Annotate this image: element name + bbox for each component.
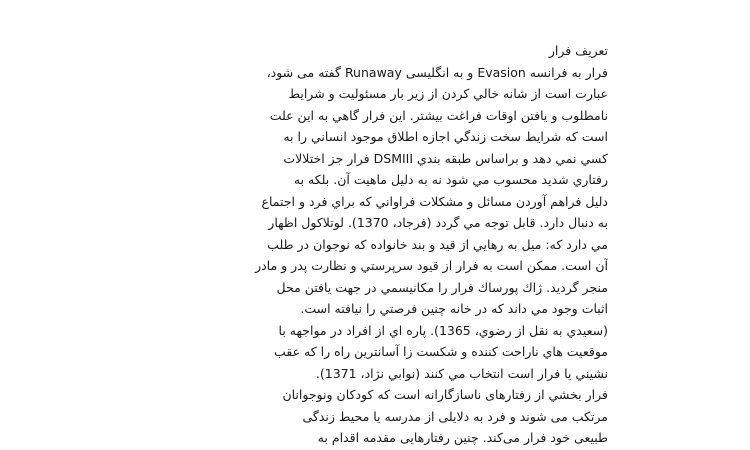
text-line: نامطلوب و یافتن اوقات فراغت بیشتر. این فرار گاهي به این علت (269, 107, 608, 123)
section-title: تعریف فرار (548, 43, 608, 58)
text-line: موقعیت هاي ناراحت كننده و شكست زا آسانترین راه را كه عقب (273, 344, 608, 359)
text-line: فرار به فرانسه Evasion و به انگلیسی Runaway گفته می شود، (266, 64, 608, 80)
text-line: فرار بخشي از رفتارهای ناسازگارانه است که کودکان ونوجوانان (282, 387, 608, 402)
text-line: اثبات وجود مي داند كه در خانه چنین فرصتي را نیافته است. (300, 301, 608, 316)
text-line: دلیل فراهم آوردن مسائل و مشكلات فراواني كه براي فرد و اجتماع (261, 193, 608, 209)
body-text (128, 62, 608, 449)
text-line: عبارت است از شانه خالي كردن از زیر بار مسئولیت و شرایط (288, 86, 608, 101)
text-line: (سعیدي به نقل از رضوي، 1365). پاره اي از افراد در مواجهه با (278, 322, 608, 338)
text-line: مرتکب می شوند و فرد به دلایلی از مدرسه یا محیط زندگی (302, 408, 608, 424)
text-line: منجر گردید. ژاك پورساك فرار را مكانیسمي در جهت یافتن محل (276, 279, 608, 295)
text-line: رفتاري شدید محسوب مي شود نه به دلیل ماهیت آن. بلكه به (293, 172, 608, 187)
text-line: مي دارد كه: میل به رهایي از قید و بند خانواده كه نوجوان در طلب (267, 236, 608, 252)
text-line: طبیعی خود فرار می‌کند. چنین رفتارهایی مقدمه اقدام به (317, 430, 608, 445)
text-line: به دنبال دارد. قابل توجه مي گردد (فرجاد، 1370). لوتلاكول اظهار (268, 215, 608, 230)
text-line: نشیني یا فرار است انتخاب مي كنند (نوابي نژاد، 1371). (315, 365, 608, 381)
text-line: آن است. ممكن است به فرار از قیود سرپرستي و نظارت پدر و مادر (255, 258, 608, 273)
text-line: است كه شرایط سخت زندگي اجازه اطلاق موجود انساني را به (283, 129, 608, 144)
text-line: كسي نمي دهد و براساس طبقه بندي DSMIII فرار جز اختلالات (283, 150, 608, 166)
